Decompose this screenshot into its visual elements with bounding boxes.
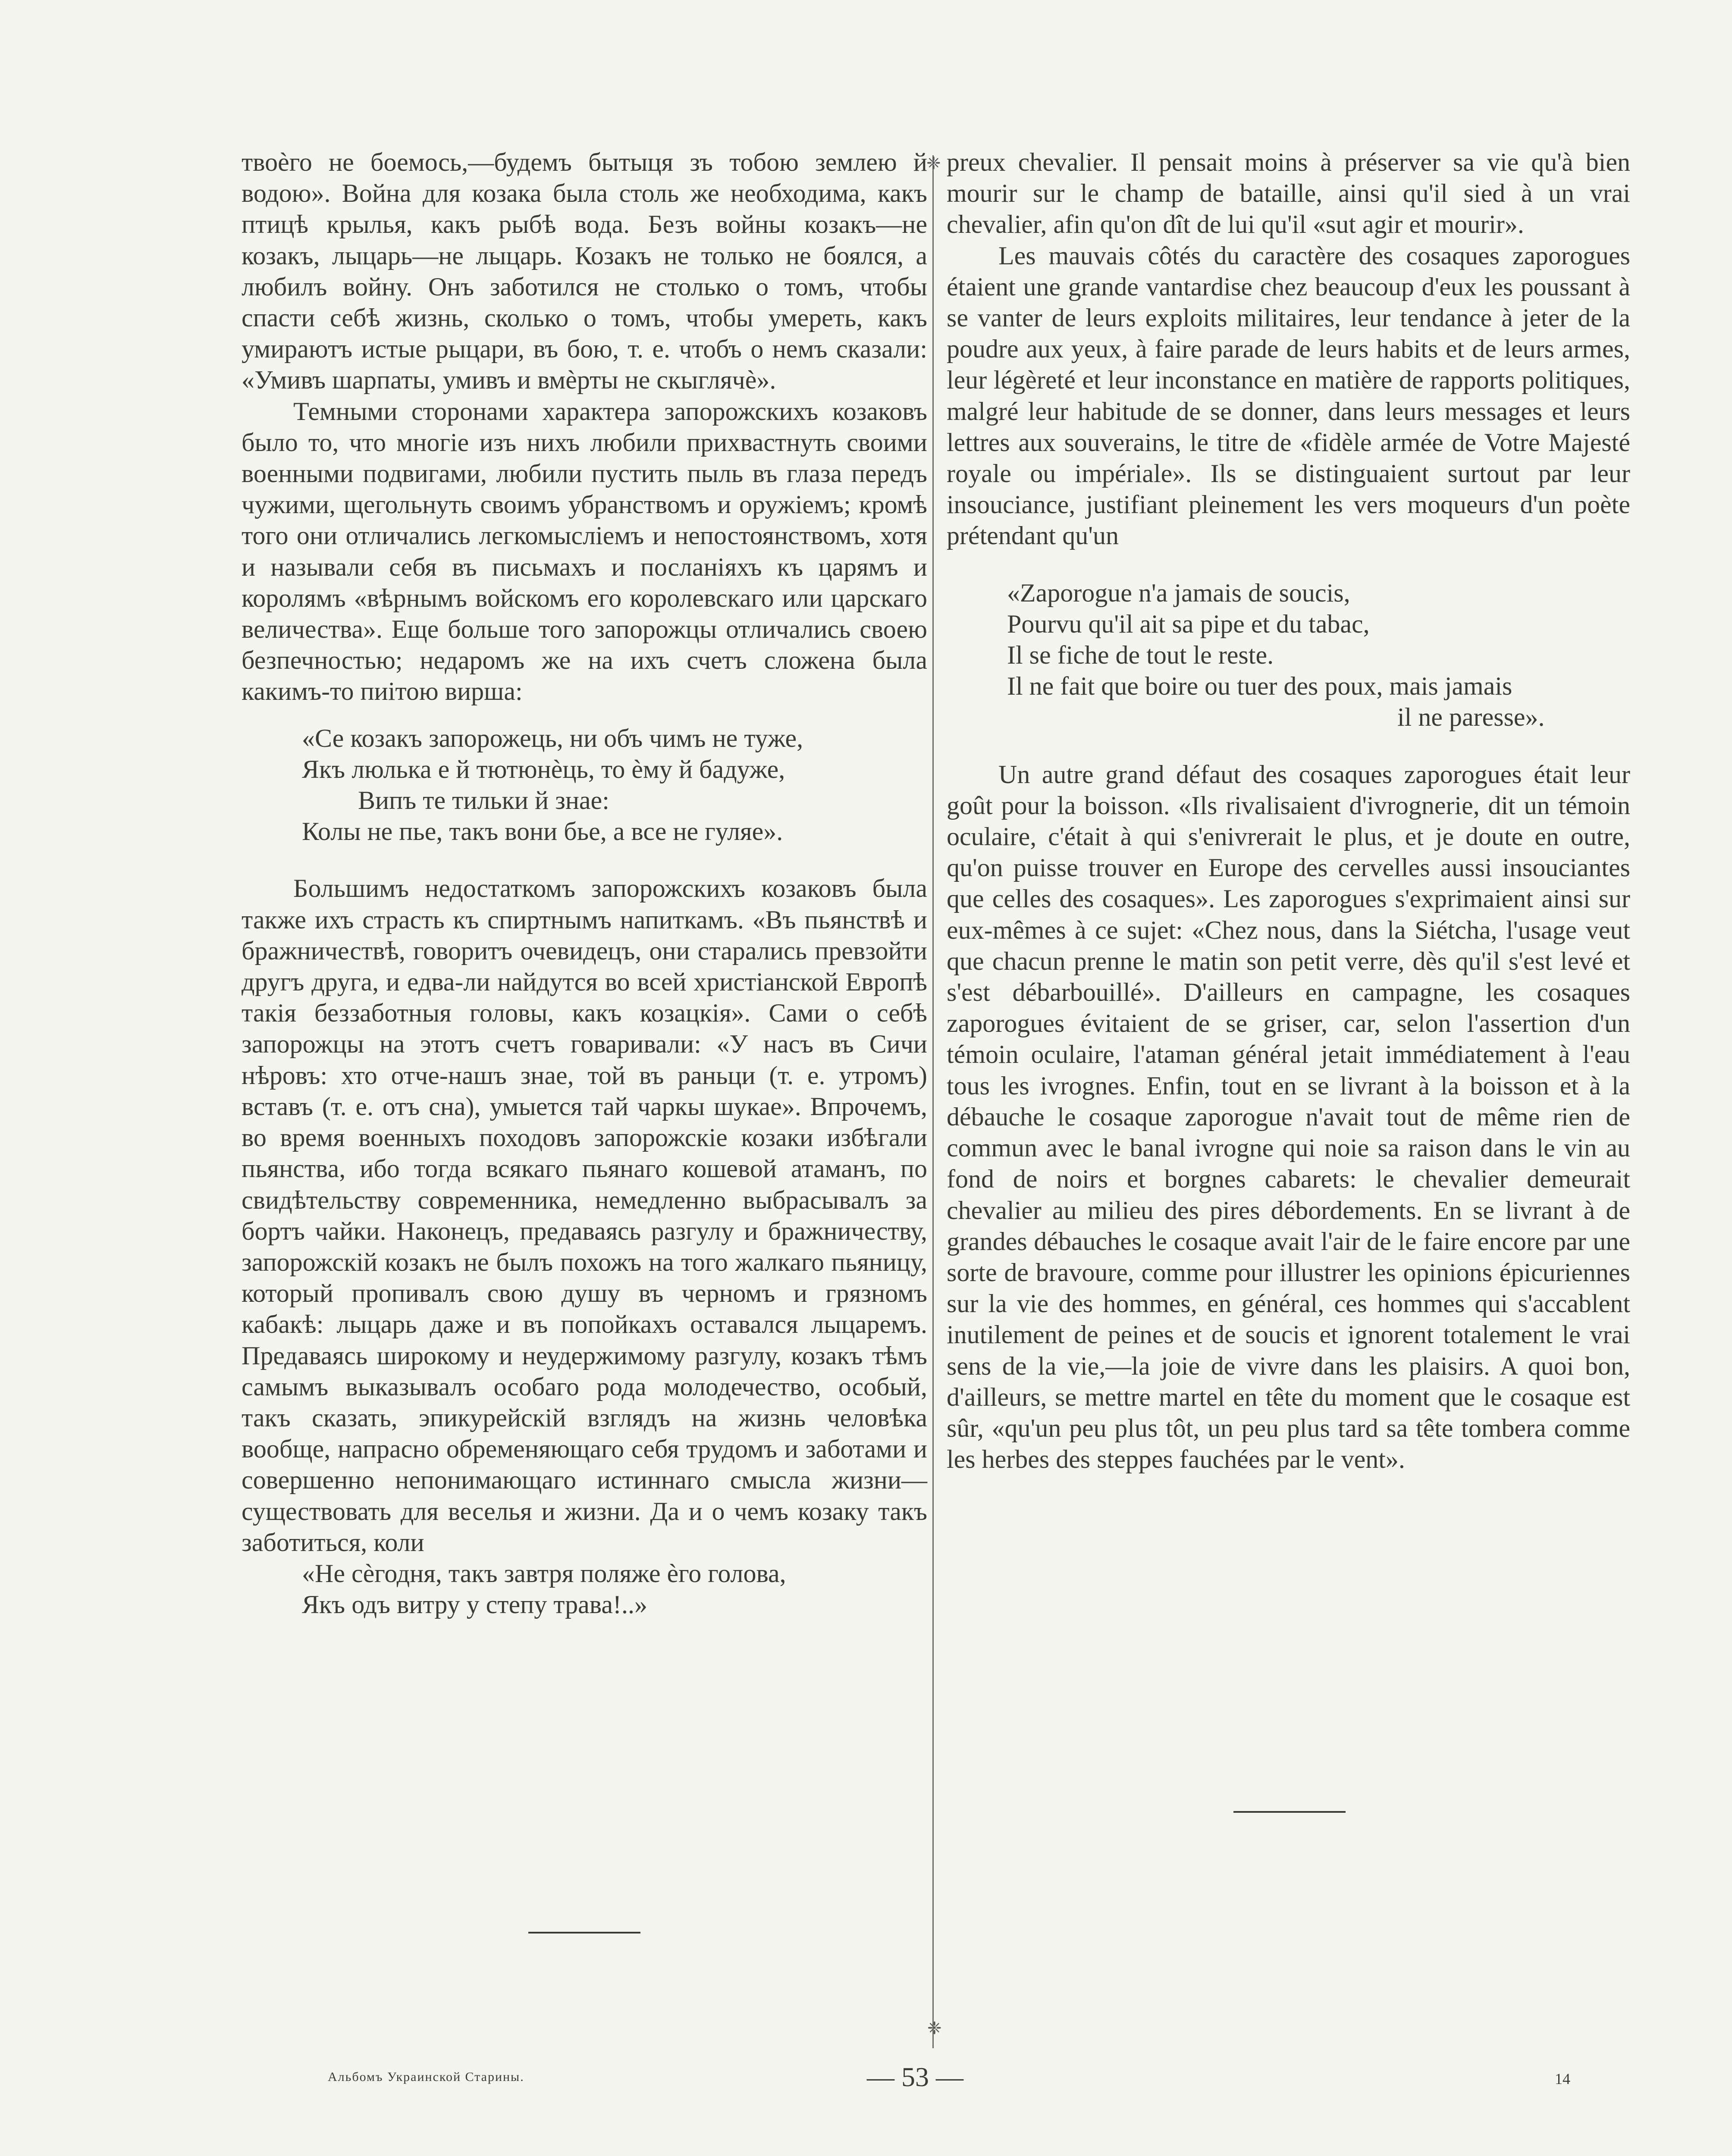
verse-line: Якъ люлька е й тютюнѐць, то ѐму й бадуже, xyxy=(302,755,785,783)
ornament-top: ❈ xyxy=(926,154,941,173)
section-divider-right xyxy=(1233,1811,1346,1813)
verse-line: il ne paresse». xyxy=(1397,703,1545,732)
paragraph: Темными сторонами характера запорожскихъ козаковъ было то, что многіе изъ нихъ любили прихвастнуть своими военными подвигами, любили пустить пыль въ глаза передъ чужими, щегольнуть своимъ убранствомъ и оружіемъ; кромѣ того они отличались легкомысліемъ и непостоянствомъ, хотя и называли себя въ письмахъ и посланіяхъ къ царямъ и королямъ «вѣрнымъ войскомъ его королевскаго или царскаго величества». Еще больше того запорожцы отличались своею безпечностью; недаромъ же на ихъ счетъ сложена была какимъ-то пиітою вирша: xyxy=(242,397,927,706)
ornament-bottom: ❈ xyxy=(927,2018,942,2038)
sheet-number: 14 xyxy=(1555,2070,1570,2087)
left-column xyxy=(242,147,927,1620)
footer-journal-title: Альбомъ Украинской Старины. xyxy=(328,2070,524,2084)
column-rule xyxy=(932,155,934,2048)
verse-line: Pourvu qu'il ait sa pipe et du tabac, xyxy=(1007,609,1370,638)
section-divider-left xyxy=(528,1932,640,1934)
paragraph: Большимъ недостаткомъ запорожскихъ козаковъ была также ихъ страсть къ спиртнымъ напиткамъ. «Въ пьянствѣ и бражничествѣ, говоритъ очевидецъ, они старались превзойти другъ друга, и едва-ли найдутся во всей христіанской Европѣ такія беззаботныя головы, какъ козацкія». Сами о себѣ запорожцы на этотъ счетъ говаривали: «У насъ въ Сичи нѣровъ: хто отче-нашъ знае, той въ раньци (т. е. утромъ) вставъ (т. е. отъ сна), умыется тай чаркы шукае». Впрочемъ, во время военныхъ походовъ запорожскіе козаки избѣгали пьянства, ибо тогда всякаго пьянаго кошевой атаманъ, по свидѣтельству современника, немедленно выбрасывалъ за бортъ чайки. Наконецъ, предаваясь разгулу и бражничеству, запорожскій козакъ не былъ похожъ на того жалкаго пьяницу, который пропивалъ свою душу въ черномъ и грязномъ кабакѣ: лыцарь даже и въ попойкахъ оставался лыцаремъ. Предаваясь широкому и неудержимому разгулу, козакъ тѣмъ самымъ выказывалъ особаго рода молодечество, особый, такъ сказать, эпикурейскій взглядъ на жизнь человѣка вообще, напрасно обременяющаго себя трудомъ и заботами и совершенно непонимающаго истиннаго смысла жизни—существовать для веселья и жизни. Да и о чемъ козаку такъ заботиться, коли xyxy=(242,874,927,1557)
verse-line: Il ne fait que boire ou tuer des poux, mais jamais xyxy=(1007,672,1512,701)
right-column xyxy=(947,147,1630,1475)
paragraph: твоѐго не боемось,—будемъ бытыця зъ тобою землею й водою». Война для козака была столь же необходима, какъ птицѣ крылья, какъ рыбѣ вода. Безъ войны козакъ—не козакъ, лыцарь—не лыцарь. Козакъ не только не боялся, а любилъ войну. Онъ заботился не столько о томъ, чтобы спасти себѣ жизнь, сколько о томъ, чтобы умереть, какъ умираютъ истые рыцари, въ бою, т. е. чтобъ о немъ сказали: «Умивъ шарпаты, умивъ и вмѐрты не скыглячѐ». xyxy=(242,148,927,395)
verse-line: Випъ те тильки й знае: xyxy=(358,786,609,815)
verse-line: Il se fiche de tout le reste. xyxy=(1007,641,1274,670)
verse-line: Колы не пье, такъ вони бье, а все не гуляе». xyxy=(302,817,783,846)
verse-line: «Се козакъ запорожець, ни объ чимъ не туже, xyxy=(302,724,803,752)
verse-line: «Не сѐгодня, такъ завтря поляже ѐго голова, xyxy=(302,1559,786,1588)
verse-line: «Zaporogue n'a jamais de soucis, xyxy=(1007,578,1350,607)
verse-block xyxy=(242,1558,927,1620)
page-number: — 53 — xyxy=(867,2062,963,2092)
verse-block xyxy=(242,723,927,847)
verse-line: Якъ одъ витру у степу трава!..» xyxy=(302,1590,647,1619)
paragraph: Les mauvais côtés du caractère des cosaques zaporogues étaient une grande vantardise chez beaucoup d'eux les poussant à se vanter de leurs exploits militaires, leur tendance à jeter de la poudre aux yeux, à faire parade de leurs habits et de leurs armes, leur légèreté et leur inconstance en matière de rapports politiques, malgré leur habitude de se donner, dans leurs messages et leurs lettres aux souverains, le titre de «fidèle armée de Votre Majesté royale ou impériale». Ils se distinguaient surtout par leur insouciance, justifiant pleinement les vers moqueurs d'un poète prétendant qu'un xyxy=(947,241,1630,550)
paragraph: Un autre grand défaut des cosaques zaporogues était leur goût pour la boisson. «Ils rivalisaient d'ivrognerie, dit un témoin oculaire, c'était à qui s'enivrerait le plus, et je doute en outre, qu'on puisse trouver en Europe des cervelles aussi insouciantes que celles des cosaques». Les zaporogues s'exprimaient ainsi sur eux-mêmes à ce sujet: «Chez nous, dans la Siétcha, l'usage veut que chacun prenne le matin son petit verre, dès qu'il s'est levé et s'est débarbouillé». D'ailleurs en campagne, les cosaques zaporogues évitaient de se griser, car, selon l'assertion d'un témoin oculaire, l'ataman général jetait immédiatement à l'eau tous les ivrognes. Enfin, tout en se livrant à la boisson et à la débauche le cosaque zaporogue n'avait tout de même rien de commun avec le banal ivrogne qui noie sa raison dans le vin au fond de noirs et borgnes cabarets: le chevalier demeurait chevalier au milieu des pires débordements. En se livrant à de grandes débauches le cosaque avait l'air de le faire encore par une sorte de bravoure, comme pour illustrer les opinions épicuriennes sur la vie des hommes, en général, ces hommes qui s'accablent inutilement de peines et de soucis et ignorent totalement le vrai sens de la vie,—la joie de vivre dans les plaisirs. A quoi bon, d'ailleurs, se mettre martel en tête du moment que le cosaque est sûr, «qu'un peu plus tôt, un peu plus tard sa tête tombera comme les herbes des steppes fauchées par le vent». xyxy=(947,760,1630,1474)
verse-block xyxy=(947,577,1630,733)
paragraph: preux chevalier. Il pensait moins à préserver sa vie qu'à bien mourir sur le champ de bataille, ainsi qu'il sied à un vrai chevalier, afin qu'on dît de lui qu'il «sut agir et mourir». xyxy=(947,148,1630,239)
